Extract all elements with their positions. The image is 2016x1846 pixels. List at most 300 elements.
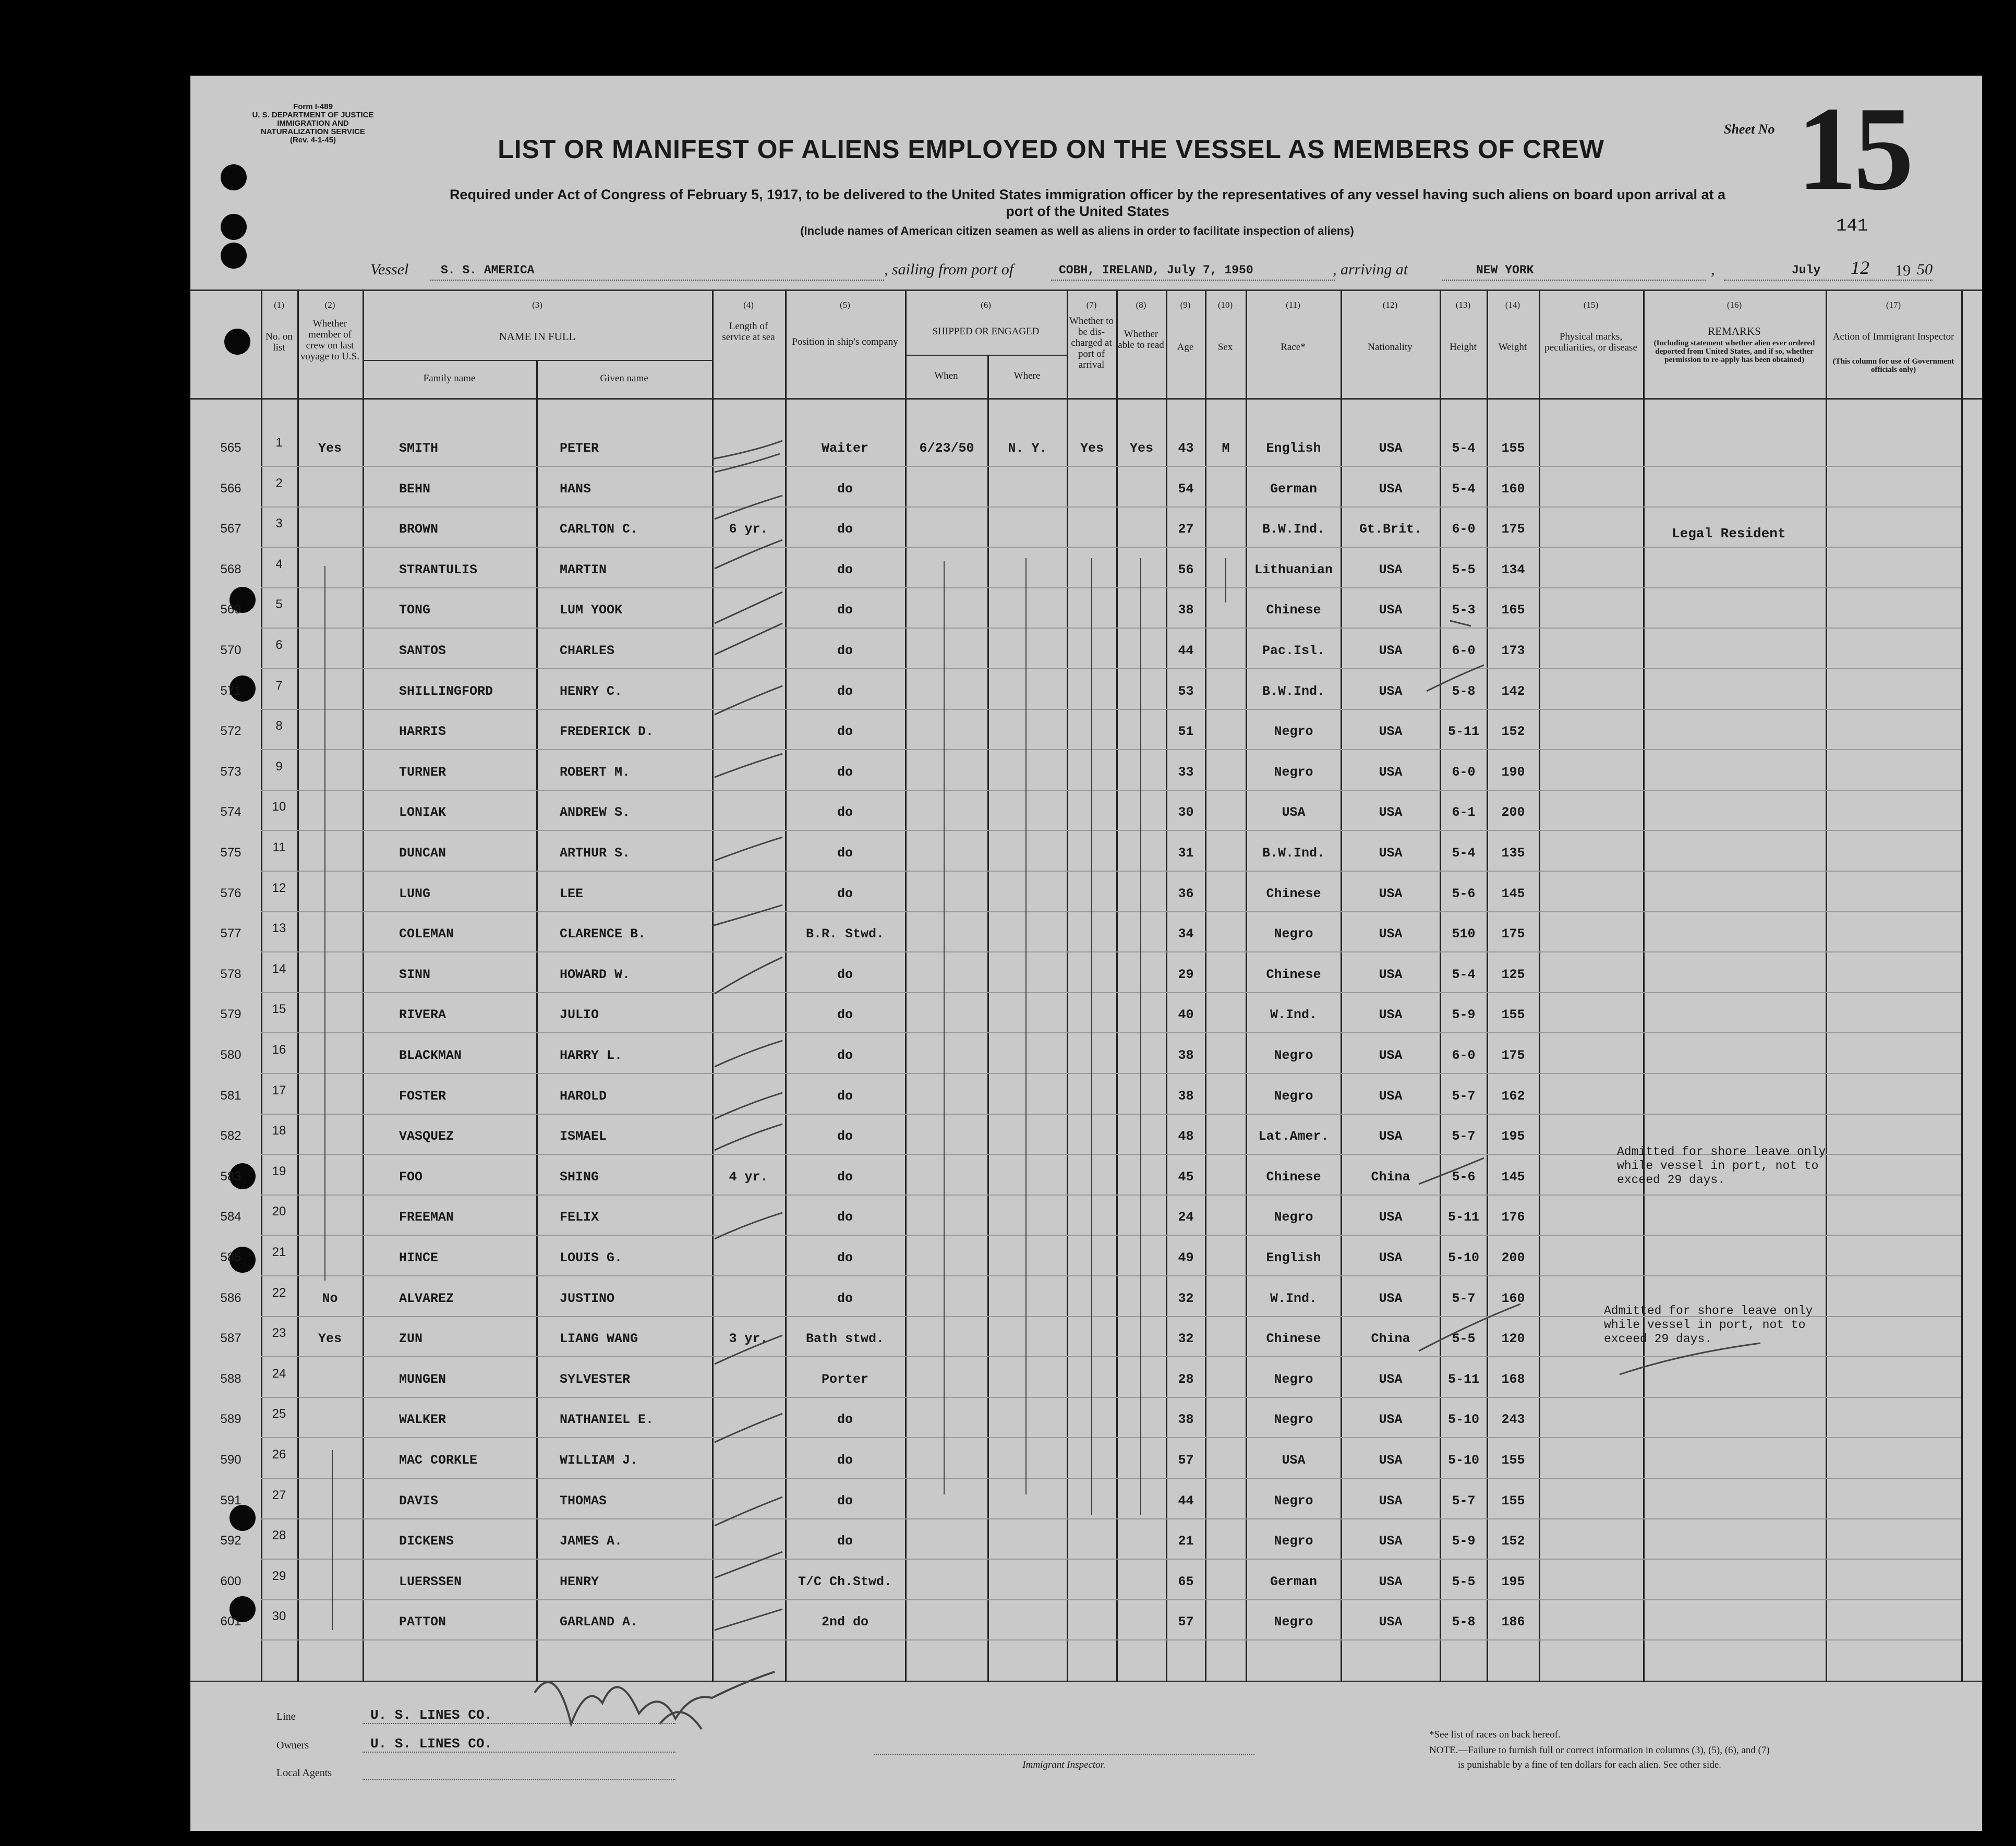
cell-height: 5-7 bbox=[1452, 1089, 1476, 1104]
cell-position: do bbox=[837, 522, 853, 537]
cell-given-name: CHARLES bbox=[560, 643, 615, 658]
cell-family-name: MAC CORKLE bbox=[399, 1453, 478, 1468]
cell-nationality: China bbox=[1371, 1331, 1410, 1346]
cell-race: B.W.Ind. bbox=[1262, 846, 1325, 861]
cell-age: 45 bbox=[1178, 1169, 1194, 1185]
cell-no: 27 bbox=[272, 1488, 286, 1502]
cell-age: 53 bbox=[1178, 684, 1194, 699]
cell-height: 5-3 bbox=[1452, 602, 1476, 618]
arrival-year-suffix: 50 bbox=[1917, 261, 1933, 278]
cell-weight: 165 bbox=[1501, 602, 1525, 618]
cell-given-name: HENRY bbox=[560, 1574, 599, 1589]
cell-race: Negro bbox=[1274, 926, 1313, 942]
margin-number: 581 bbox=[220, 1089, 242, 1103]
header-physical: Physical marks, peculiarities, or disease bbox=[1544, 331, 1637, 353]
margin-number: 577 bbox=[220, 926, 242, 940]
cell-position: do bbox=[837, 481, 853, 497]
cell-no: 15 bbox=[272, 1002, 286, 1016]
form-number: Form I-489 bbox=[293, 102, 333, 111]
service-tick bbox=[715, 623, 782, 655]
nationality-stroke bbox=[1419, 1304, 1520, 1351]
cell-race: Chinese bbox=[1266, 886, 1321, 901]
cell-no: 3 bbox=[275, 516, 283, 530]
subtitle-note: (Include names of American citizen seamen as well as aliens in order to facilitate inspection of aliens) bbox=[800, 224, 1354, 237]
cell-no: 14 bbox=[272, 962, 286, 976]
cell-age: 28 bbox=[1178, 1372, 1194, 1387]
cell-weight: 175 bbox=[1501, 522, 1525, 537]
cell-position: Bath stwd. bbox=[805, 1331, 885, 1346]
colnum-9: (9) bbox=[1180, 300, 1191, 310]
cell-age: 54 bbox=[1178, 481, 1194, 497]
remark-shore-leave-2 bbox=[1604, 1304, 1813, 1346]
form-department: U. S. DEPARTMENT OF JUSTICE bbox=[252, 111, 374, 119]
cell-age: 31 bbox=[1178, 846, 1194, 861]
cell-family-name: SMITH bbox=[399, 441, 439, 456]
cell-height: 5-10 bbox=[1447, 1412, 1479, 1427]
cell-height: 6-1 bbox=[1452, 805, 1476, 820]
cell-weight: 243 bbox=[1501, 1412, 1525, 1427]
cell-nationality: USA bbox=[1379, 1412, 1403, 1427]
cell-nationality: USA bbox=[1379, 1614, 1403, 1630]
cell-no: 26 bbox=[272, 1447, 286, 1462]
subtitle-line2: port of the United States bbox=[1006, 203, 1169, 219]
header-no-on-list: No. on list bbox=[265, 331, 293, 353]
cell-age: 34 bbox=[1178, 926, 1194, 942]
cell-given-name: FREDERICK D. bbox=[560, 724, 654, 739]
margin-number: 568 bbox=[220, 562, 242, 576]
margin-number: 591 bbox=[220, 1493, 242, 1507]
cell-position: do bbox=[837, 765, 853, 780]
cell-given-name: CARLTON C. bbox=[560, 522, 638, 537]
cell-age: 36 bbox=[1178, 886, 1194, 901]
signature-stroke bbox=[1620, 1343, 1760, 1374]
cell-weight: 173 bbox=[1501, 643, 1525, 658]
cell-family-name: DUNCAN bbox=[399, 846, 446, 861]
cell-age: 44 bbox=[1178, 1493, 1194, 1509]
cell-family-name: LUERSSEN bbox=[399, 1574, 462, 1589]
cell-no: 10 bbox=[272, 800, 286, 814]
cell-no: 5 bbox=[275, 597, 283, 611]
margin-number: 590 bbox=[220, 1453, 242, 1467]
cell-height: 5-7 bbox=[1452, 1493, 1476, 1509]
colnum-11: (11) bbox=[1286, 300, 1300, 310]
sheet-number: 15 bbox=[1797, 82, 1911, 215]
arrival-month: July bbox=[1792, 263, 1821, 277]
cell-age: 51 bbox=[1178, 724, 1194, 739]
cell-position: do bbox=[837, 1534, 853, 1549]
cell-nationality: USA bbox=[1379, 481, 1403, 497]
cell-height: 5-5 bbox=[1452, 562, 1476, 577]
voyage-line: Vessel S. S. AMERICA , sailing from port of COBH, IRELAND, July 7, 1950 , arriving at NEW YORK , July 12 19 50 bbox=[190, 261, 1982, 282]
header-remarks: REMARKS bbox=[1708, 325, 1761, 337]
colnum-13: (13) bbox=[1455, 300, 1471, 310]
remark-shore-leave-1 bbox=[1617, 1145, 1826, 1187]
remark-line: Admitted for shore leave only bbox=[1617, 1145, 1826, 1159]
cell-nationality: Gt.Brit. bbox=[1359, 522, 1422, 537]
cell-position: do bbox=[837, 805, 853, 820]
cell-given-name: LEE bbox=[560, 886, 584, 901]
cell-nationality: USA bbox=[1379, 805, 1403, 820]
cell-weight: 155 bbox=[1501, 1007, 1525, 1022]
margin-number: 592 bbox=[220, 1534, 242, 1548]
cell-weight: 162 bbox=[1501, 1089, 1525, 1104]
cell-given-name: HAROLD bbox=[560, 1089, 607, 1104]
cell-weight: 155 bbox=[1501, 1493, 1525, 1509]
cell-read: Yes bbox=[1129, 441, 1153, 456]
cell-given-name: HARRY L. bbox=[560, 1048, 623, 1063]
footer-owners-value: U. S. LINES CO. bbox=[370, 1736, 493, 1752]
cell-weight: 152 bbox=[1501, 724, 1525, 739]
margin-number: 576 bbox=[220, 886, 242, 900]
cell-given-name: SYLVESTER bbox=[560, 1372, 631, 1387]
cell-position: do bbox=[837, 562, 853, 577]
sheet-label: Sheet No bbox=[1724, 122, 1775, 137]
cell-position: do bbox=[837, 724, 853, 739]
service-tick bbox=[715, 1213, 782, 1239]
cell-no: 7 bbox=[275, 679, 283, 693]
cell-given-name: WILLIAM J. bbox=[560, 1453, 638, 1468]
remark-line: exceed 29 days. bbox=[1617, 1173, 1725, 1187]
cell-last-voyage: Yes bbox=[318, 441, 342, 456]
cell-height: 6-0 bbox=[1452, 643, 1476, 658]
nationality-stroke bbox=[1450, 621, 1471, 626]
cell-given-name: CLARENCE B. bbox=[560, 926, 646, 942]
cell-no: 9 bbox=[275, 759, 283, 774]
cell-no: 21 bbox=[272, 1245, 286, 1259]
margin-number: 572 bbox=[220, 724, 242, 738]
margin-number: 580 bbox=[220, 1048, 242, 1062]
cell-family-name: FOO bbox=[399, 1169, 423, 1185]
cell-position: do bbox=[837, 1210, 853, 1225]
cell-no: 29 bbox=[272, 1569, 286, 1583]
margin-number: 584 bbox=[220, 1210, 242, 1224]
header-position: Position in ship's company bbox=[792, 336, 898, 347]
cell-no: 16 bbox=[272, 1043, 286, 1057]
cell-height: 5-10 bbox=[1447, 1250, 1479, 1265]
cell-family-name: STRANTULIS bbox=[399, 562, 478, 577]
service-tick bbox=[715, 686, 782, 715]
cell-race: Negro bbox=[1274, 724, 1313, 739]
cell-no: 24 bbox=[272, 1367, 286, 1381]
cell-weight: 190 bbox=[1501, 765, 1525, 780]
colnum-8: (8) bbox=[1136, 300, 1146, 310]
cell-age: 57 bbox=[1178, 1453, 1194, 1468]
cell-weight: 176 bbox=[1501, 1210, 1525, 1225]
service-tick bbox=[715, 540, 782, 569]
cell-given-name: ANDREW S. bbox=[560, 805, 631, 820]
cell-given-name: JULIO bbox=[560, 1007, 599, 1022]
cell-family-name: ZUN bbox=[399, 1331, 423, 1346]
cell-weight: 160 bbox=[1501, 481, 1525, 497]
cell-nationality: USA bbox=[1379, 846, 1403, 861]
header-action: Action of Immigrant Inspector bbox=[1832, 331, 1954, 342]
cell-weight: 186 bbox=[1501, 1614, 1525, 1630]
margin-number: 574 bbox=[220, 805, 242, 819]
cell-nationality: USA bbox=[1379, 1291, 1403, 1306]
cell-height: 5-7 bbox=[1452, 1291, 1476, 1306]
service-tick bbox=[715, 1093, 782, 1119]
cell-height: 5-8 bbox=[1452, 1614, 1476, 1630]
header-name-in-full: NAME IN FULL bbox=[499, 330, 576, 343]
cell-position: B.R. Stwd. bbox=[805, 926, 885, 942]
header-able-read: Whether able to read bbox=[1118, 329, 1164, 351]
cell-family-name: FREEMAN bbox=[399, 1210, 454, 1225]
cell-sex: M bbox=[1222, 441, 1230, 456]
cell-position: T/C Ch.Stwd. bbox=[798, 1574, 892, 1589]
service-tick bbox=[712, 905, 782, 926]
arrival-day: 12 bbox=[1851, 257, 1869, 278]
cell-position: do bbox=[837, 1291, 853, 1306]
cell-race: Negro bbox=[1274, 1372, 1313, 1387]
cell-given-name: JAMES A. bbox=[560, 1534, 623, 1549]
cell-weight: 135 bbox=[1501, 846, 1525, 861]
cell-family-name: PATTON bbox=[399, 1614, 446, 1630]
cell-last-voyage: Yes bbox=[318, 1331, 342, 1346]
cell-height: 5-7 bbox=[1452, 1129, 1476, 1144]
cell-age: 44 bbox=[1178, 643, 1194, 658]
margin-number: 586 bbox=[220, 1291, 242, 1305]
cell-service: 6 yr. bbox=[729, 522, 768, 537]
cell-race: Negro bbox=[1274, 765, 1313, 780]
cell-no: 4 bbox=[275, 557, 283, 571]
header-shipped: SHIPPED OR ENGAGED bbox=[932, 326, 1040, 337]
cell-weight: 168 bbox=[1501, 1372, 1525, 1387]
cell-family-name: HINCE bbox=[399, 1250, 439, 1265]
form-revision: (Rev. 4-1-45) bbox=[289, 136, 336, 144]
cell-given-name: ROBERT M. bbox=[560, 765, 631, 780]
colnum-14: (14) bbox=[1505, 300, 1520, 310]
footer-agents-label: Local Agents bbox=[276, 1767, 332, 1779]
cell-height: 5-4 bbox=[1452, 481, 1476, 497]
cell-weight: 160 bbox=[1501, 1291, 1525, 1306]
sheet-stamp: 141 bbox=[1836, 216, 1868, 236]
cell-no: 17 bbox=[272, 1083, 286, 1097]
cell-given-name: MARTIN bbox=[560, 562, 607, 577]
vessel-name: S. S. AMERICA bbox=[441, 263, 535, 277]
cell-nationality: USA bbox=[1379, 967, 1403, 982]
cell-race: Negro bbox=[1274, 1048, 1313, 1063]
cell-weight: 152 bbox=[1501, 1534, 1525, 1549]
cell-given-name: NATHANIEL E. bbox=[560, 1412, 654, 1427]
cell-no: 2 bbox=[275, 476, 283, 490]
footer-note-line1: NOTE.—Failure to furnish full or correct information in columns (3), (5), (6), and (7) bbox=[1429, 1745, 1770, 1756]
cell-age: 29 bbox=[1178, 967, 1194, 982]
cell-nationality: USA bbox=[1379, 1453, 1403, 1468]
cell-height: 510 bbox=[1452, 926, 1476, 942]
cell-given-name: FELIX bbox=[560, 1210, 599, 1225]
cell-age: 21 bbox=[1178, 1534, 1194, 1549]
cell-height: 6-0 bbox=[1452, 1048, 1476, 1063]
cell-no: 6 bbox=[275, 638, 283, 652]
cell-given-name: HOWARD W. bbox=[560, 967, 631, 982]
colnum-1: (1) bbox=[274, 300, 284, 310]
cell-family-name: ALVAREZ bbox=[399, 1291, 454, 1306]
margin-number: 565 bbox=[220, 441, 242, 455]
header-discharged: Whether to be dis-charged at port of arrival bbox=[1069, 316, 1114, 370]
cell-nationality: USA bbox=[1379, 441, 1403, 456]
header-weight: Weight bbox=[1498, 342, 1527, 353]
service-tick bbox=[715, 957, 782, 994]
cell-race: Chinese bbox=[1266, 967, 1321, 982]
sailing-label: , sailing from port of bbox=[884, 261, 1014, 278]
cell-nationality: USA bbox=[1379, 1089, 1403, 1104]
cell-weight: 145 bbox=[1501, 886, 1525, 901]
colnum-4: (4) bbox=[743, 300, 754, 310]
cell-nationality: USA bbox=[1379, 1250, 1403, 1265]
cell-weight: 175 bbox=[1501, 1048, 1525, 1063]
header-action-note: (This column for use of Government officials only) bbox=[1832, 357, 1954, 374]
header-age: Age bbox=[1177, 342, 1194, 353]
cell-given-name: THOMAS bbox=[560, 1493, 607, 1509]
cell-position: do bbox=[837, 1048, 853, 1063]
cell-age: 24 bbox=[1178, 1210, 1194, 1225]
arrival-port: NEW YORK bbox=[1476, 263, 1534, 277]
cell-position: Waiter bbox=[821, 441, 868, 456]
cell-age: 38 bbox=[1178, 1412, 1194, 1427]
cell-nationality: USA bbox=[1379, 886, 1403, 901]
margin-number: 573 bbox=[220, 765, 242, 779]
cell-weight: 200 bbox=[1501, 805, 1525, 820]
service-tick bbox=[715, 1497, 782, 1526]
margin-number: 582 bbox=[220, 1129, 242, 1143]
cell-age: 65 bbox=[1178, 1574, 1194, 1589]
colnum-2: (2) bbox=[324, 300, 335, 310]
cell-age: 30 bbox=[1178, 805, 1194, 820]
cell-position: do bbox=[837, 846, 853, 861]
service-tick bbox=[715, 754, 782, 777]
margin-number: 575 bbox=[220, 846, 242, 860]
header-when: When bbox=[934, 370, 958, 381]
nationality-stroke bbox=[1427, 665, 1484, 691]
departure-port: COBH, IRELAND, July 7, 1950 bbox=[1059, 263, 1253, 277]
cell-height: 6-0 bbox=[1452, 765, 1476, 780]
colnum-3: (3) bbox=[532, 300, 542, 310]
header-given-name: Given name bbox=[600, 373, 648, 384]
cell-no: 30 bbox=[272, 1609, 286, 1623]
cell-nationality: USA bbox=[1379, 1372, 1403, 1387]
remark-legal-resident: Legal Resident bbox=[1672, 526, 1786, 541]
margin-number: 570 bbox=[220, 643, 242, 657]
colnum-15: (15) bbox=[1583, 300, 1599, 310]
cell-given-name: ISMAEL bbox=[560, 1129, 607, 1144]
cell-no: 18 bbox=[272, 1124, 286, 1138]
cell-service: 3 yr. bbox=[729, 1331, 768, 1346]
cell-race: Chinese bbox=[1266, 1169, 1321, 1185]
cell-nationality: USA bbox=[1379, 562, 1403, 577]
cell-height: 5-9 bbox=[1452, 1007, 1476, 1022]
cell-no: 12 bbox=[272, 881, 286, 895]
service-tick bbox=[715, 1414, 782, 1442]
cell-race: Chinese bbox=[1266, 602, 1321, 618]
footer-line-value: U. S. LINES CO. bbox=[370, 1707, 493, 1723]
cell-age: 40 bbox=[1178, 1007, 1194, 1022]
cell-nationality: USA bbox=[1379, 1007, 1403, 1022]
cell-weight: 195 bbox=[1501, 1574, 1525, 1589]
cell-height: 5-4 bbox=[1452, 441, 1476, 456]
cell-position: do bbox=[837, 1007, 853, 1022]
colnum-10: (10) bbox=[1217, 300, 1233, 310]
cell-race: Negro bbox=[1274, 1534, 1313, 1549]
cell-position: do bbox=[837, 1453, 853, 1468]
cell-nationality: USA bbox=[1379, 602, 1403, 618]
cell-discharged: Yes bbox=[1080, 441, 1104, 456]
service-tick bbox=[715, 496, 782, 519]
cell-family-name: TURNER bbox=[399, 765, 446, 780]
colnum-6: (6) bbox=[981, 300, 991, 310]
margin-number: 588 bbox=[220, 1372, 242, 1386]
margin-number: 600 bbox=[220, 1574, 242, 1588]
margin-number: 601 bbox=[220, 1614, 242, 1628]
margin-number: 569 bbox=[220, 602, 242, 617]
margin-number: 571 bbox=[220, 684, 242, 698]
cell-given-name: SHING bbox=[560, 1169, 599, 1185]
cell-nationality: USA bbox=[1379, 765, 1403, 780]
cell-position: do bbox=[837, 1412, 853, 1427]
cell-age: 32 bbox=[1178, 1291, 1194, 1306]
cell-position: do bbox=[837, 1129, 853, 1144]
footer-inspector-label: Immigrant Inspector. bbox=[1022, 1759, 1106, 1770]
cell-position: 2nd do bbox=[821, 1614, 868, 1630]
cell-position: do bbox=[837, 967, 853, 982]
cell-height: 5-8 bbox=[1452, 684, 1476, 699]
cell-last-voyage: No bbox=[322, 1291, 338, 1306]
arriving-label: , arriving at bbox=[1333, 261, 1408, 278]
cell-nationality: USA bbox=[1379, 1129, 1403, 1144]
remark-line: Admitted for shore leave only bbox=[1604, 1304, 1813, 1318]
service-tick bbox=[715, 1335, 782, 1364]
vessel-label: Vessel bbox=[370, 261, 409, 278]
cell-family-name: SINN bbox=[399, 967, 431, 982]
cell-family-name: WALKER bbox=[399, 1412, 446, 1427]
cell-weight: 125 bbox=[1501, 967, 1525, 982]
cell-nationality: USA bbox=[1379, 643, 1403, 658]
service-tick bbox=[715, 1041, 782, 1067]
cell-race: English bbox=[1266, 1250, 1321, 1265]
cell-family-name: BEHN bbox=[399, 481, 431, 497]
cell-given-name: HENRY C. bbox=[560, 684, 623, 699]
cell-nationality: USA bbox=[1379, 926, 1403, 942]
cell-no: 8 bbox=[275, 719, 283, 733]
cell-no: 13 bbox=[272, 921, 286, 935]
cell-age: 49 bbox=[1178, 1250, 1194, 1265]
subtitle-line1: Required under Act of Congress of February 5, 1917, to be delivered to the United States immigration officer by the representatives of any vessel having such aliens on board upon arrival at a bbox=[449, 187, 1726, 202]
colnum-12: (12) bbox=[1382, 300, 1398, 310]
cell-age: 38 bbox=[1178, 602, 1194, 618]
cell-family-name: SANTOS bbox=[399, 643, 446, 658]
cell-age: 38 bbox=[1178, 1048, 1194, 1063]
cell-age: 56 bbox=[1178, 562, 1194, 577]
cell-family-name: FOSTER bbox=[399, 1089, 446, 1104]
header-height: Height bbox=[1450, 342, 1477, 353]
margin-number: 585 bbox=[220, 1250, 242, 1264]
margin-number: 579 bbox=[220, 1007, 242, 1021]
cell-height: 5-4 bbox=[1452, 967, 1476, 982]
footer-line-label: Line bbox=[276, 1711, 296, 1722]
cell-given-name: LIANG WANG bbox=[560, 1331, 638, 1346]
header-race: Race* bbox=[1281, 342, 1306, 353]
cell-race: Negro bbox=[1274, 1614, 1313, 1630]
cell-height: 5-11 bbox=[1447, 724, 1479, 739]
cell-no: 19 bbox=[272, 1164, 286, 1178]
footer-owners-label: Owners bbox=[276, 1740, 309, 1751]
cell-nationality: USA bbox=[1379, 684, 1403, 699]
cell-height: 5-10 bbox=[1447, 1453, 1479, 1468]
cell-race: Lat.Amer. bbox=[1258, 1129, 1329, 1144]
remark-line: while vessel in port, not to bbox=[1604, 1318, 1806, 1332]
header-remarks-note: (Including statement whether alien ever ordered deported from United States, and if so, whether permission to re-apply has been obtained) bbox=[1653, 339, 1815, 364]
page-title: LIST OR MANIFEST OF ALIENS EMPLOYED ON THE VESSEL AS MEMBERS OF CREW bbox=[498, 135, 1604, 164]
footer-note-line2: is punishable by a fine of ten dollars for each alien. See other side. bbox=[1458, 1759, 1721, 1770]
